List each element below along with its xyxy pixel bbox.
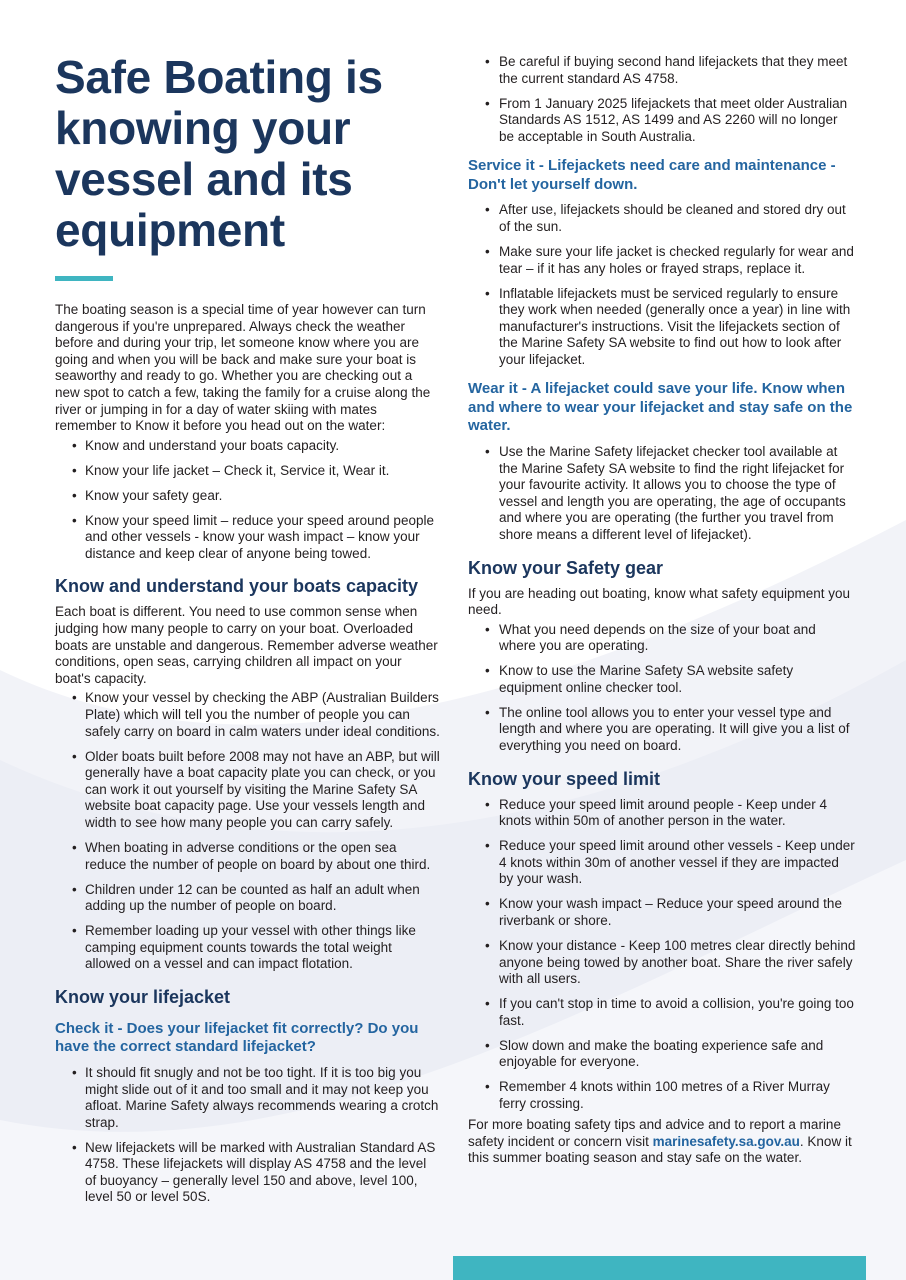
list-item: • Know your safety gear. bbox=[55, 488, 440, 505]
list-item: • If you can't stop in time to avoid a collision, you're going too fast. bbox=[468, 996, 856, 1029]
left-column bbox=[55, 52, 440, 1214]
capacity-heading: Know and understand your boats capacity bbox=[55, 576, 419, 597]
list-item: • When boating in adverse conditions or the open sea reduce the number of people on board by about one third. bbox=[55, 840, 440, 873]
list-item: • Slow down and make the boating experience safe and enjoyable for everyone. bbox=[468, 1038, 856, 1071]
list-item: • Know your distance - Keep 100 metres clear directly behind anyone being towed by another boat. Share the river safely with all users. bbox=[468, 938, 856, 988]
speed-limit-heading: Know your speed limit bbox=[468, 768, 661, 789]
list-item: • Know and understand your boats capacity. bbox=[55, 438, 440, 455]
list-item: • Know your life jacket – Check it, Service it, Wear it. bbox=[55, 463, 440, 480]
capacity-list bbox=[55, 690, 440, 972]
list-item: • Know to use the Marine Safety SA website safety equipment online checker tool. bbox=[468, 663, 856, 696]
list-item: • Make sure your life jacket is checked regularly for wear and tear – if it has any holes or frayed straps, replace it. bbox=[468, 244, 856, 277]
website-link[interactable]: marinesafety.sa.gov.au bbox=[652, 1133, 800, 1149]
list-item: • Use the Marine Safety lifejacket checker tool available at the Marine Safety SA website to find the right lifejacket for your favourite activity. It allows you to choose the type of vessel and length you are operating, the age of occupants and where you are operating (the further you travel from shore means a different level of lifejacket). bbox=[468, 444, 856, 544]
closing-text: For more boating safety tips and advice and to report a marine safety incident or concern visit bbox=[468, 1116, 841, 1149]
list-item: • Reduce your speed limit around other vessels - Keep under 4 knots within 30m of another vessel if they are impacted by your wash. bbox=[468, 838, 856, 888]
list-item: • New lifejackets will be marked with Australian Standard AS 4758. These lifejackets will display AS 4758 and the level of buoyancy – generally level 150 and above, level 100, level 50 or level 50S. bbox=[55, 1140, 440, 1206]
list-item: • Know your vessel by checking the ABP (Australian Builders Plate) which will tell you the number of people you can safely carry on board in calm waters under ideal conditions. bbox=[55, 690, 440, 740]
list-item: • Older boats built before 2008 may not have an ABP, but will generally have a boat capacity plate you can check, or you can work it out yourself by visiting the Marine Safety SA website boat capacity page. Use your vessels length and width to see how many people you can carry safely. bbox=[55, 749, 440, 832]
list-item: • Remember 4 knots within 100 metres of a River Murray ferry crossing. bbox=[468, 1079, 856, 1112]
intro-paragraph: The boating season is a special time of year however can turn dangerous if you're unprepared. Always check the weather before and during your trip, let someone know where you are going and when you will be back and make sure your boat is seaworthy and ready to go. Whether you are checking out a new spot to catch a few, taking the family for a cruise along the river or jumping in for a day of water skiing with mates remember to Know it before you head out on the water: bbox=[55, 302, 431, 434]
capacity-paragraph: Each boat is different. You need to use common sense when judging how many people to carry on your boat. Overloaded boats are unstable and dangerous. Remember adverse weather conditions, open seas, carrying children all impact on your boat's capacity. bbox=[55, 604, 438, 686]
right-column bbox=[468, 54, 856, 1167]
list-item: • From 1 January 2025 lifejackets that meet older Australian Standards AS 1512, AS 1499 and AS 2260 will no longer be acceptable in South Australia. bbox=[468, 96, 856, 146]
check-it-list-continued bbox=[468, 54, 856, 145]
list-item: • Remember loading up your vessel with other things like camping equipment counts towards the total weight allowed on a vessel and can impact flotation. bbox=[55, 923, 440, 973]
list-item: • Be careful if buying second hand lifejackets that they meet the current standard AS 4758. bbox=[468, 54, 856, 87]
list-item: • Inflatable lifejackets must be serviced regularly to ensure they work when needed (generally once a year) in line with manufacturer's instructions. Visit the lifejackets section of the Marine Safety SA website to find out how to look after your lifejacket. bbox=[468, 286, 856, 369]
safety-gear-heading: Know your Safety gear bbox=[468, 557, 664, 578]
list-item: • What you need depends on the size of your boat and where you are operating. bbox=[468, 622, 856, 655]
list-item: • Know your wash impact – Reduce your speed around the riverbank or shore. bbox=[468, 896, 856, 929]
service-it-heading: Service it - Lifejackets need care and maintenance - Don't let yourself down. bbox=[468, 157, 836, 193]
service-it-list bbox=[468, 202, 856, 368]
safety-gear-paragraph: If you are heading out boating, know what safety equipment you need. bbox=[468, 585, 851, 618]
list-item: • Reduce your speed limit around people - Keep under 4 knots within 50m of another person in the water. bbox=[468, 797, 856, 830]
wear-it-heading: Wear it - A lifejacket could save your life. Know when and where to wear your lifejacket and stay safe on the water. bbox=[468, 380, 853, 435]
speed-limit-list bbox=[468, 797, 856, 1113]
list-item: • The online tool allows you to enter your vessel type and length and where you are operating. It will give you a list of everything you need on board. bbox=[468, 705, 856, 755]
footer-accent-bar bbox=[453, 1256, 866, 1280]
list-item: • It should fit snugly and not be too tight. If it is too big you might slide out of it and too small and it may not keep you afloat. Marine Safety always recommends wearing a crotch strap. bbox=[55, 1065, 440, 1131]
title-accent-bar bbox=[55, 276, 113, 281]
list-item: • Know your speed limit – reduce your speed around people and other vessels - know your wash impact – know your distance and keep clear of anyone being towed. bbox=[55, 513, 440, 563]
safety-gear-list bbox=[468, 622, 856, 755]
check-it-list bbox=[55, 1065, 440, 1206]
page-title: Safe Boating is knowing your vessel and its equipment bbox=[55, 51, 383, 256]
intro-list bbox=[55, 438, 440, 563]
list-item: • After use, lifejackets should be cleaned and stored dry out of the sun. bbox=[468, 202, 856, 235]
closing-paragraph bbox=[468, 1117, 856, 1167]
check-it-heading: Check it - Does your lifejacket fit correctly? Do you have the correct standard lifejacket? bbox=[55, 1019, 419, 1056]
list-item: • Children under 12 can be counted as half an adult when adding up the number of people on board. bbox=[55, 882, 440, 915]
wear-it-list bbox=[468, 444, 856, 544]
closing-text-end: . Know it this summer boating season and stay safe on the water. bbox=[468, 1133, 852, 1166]
lifejacket-heading: Know your lifejacket bbox=[55, 986, 231, 1007]
